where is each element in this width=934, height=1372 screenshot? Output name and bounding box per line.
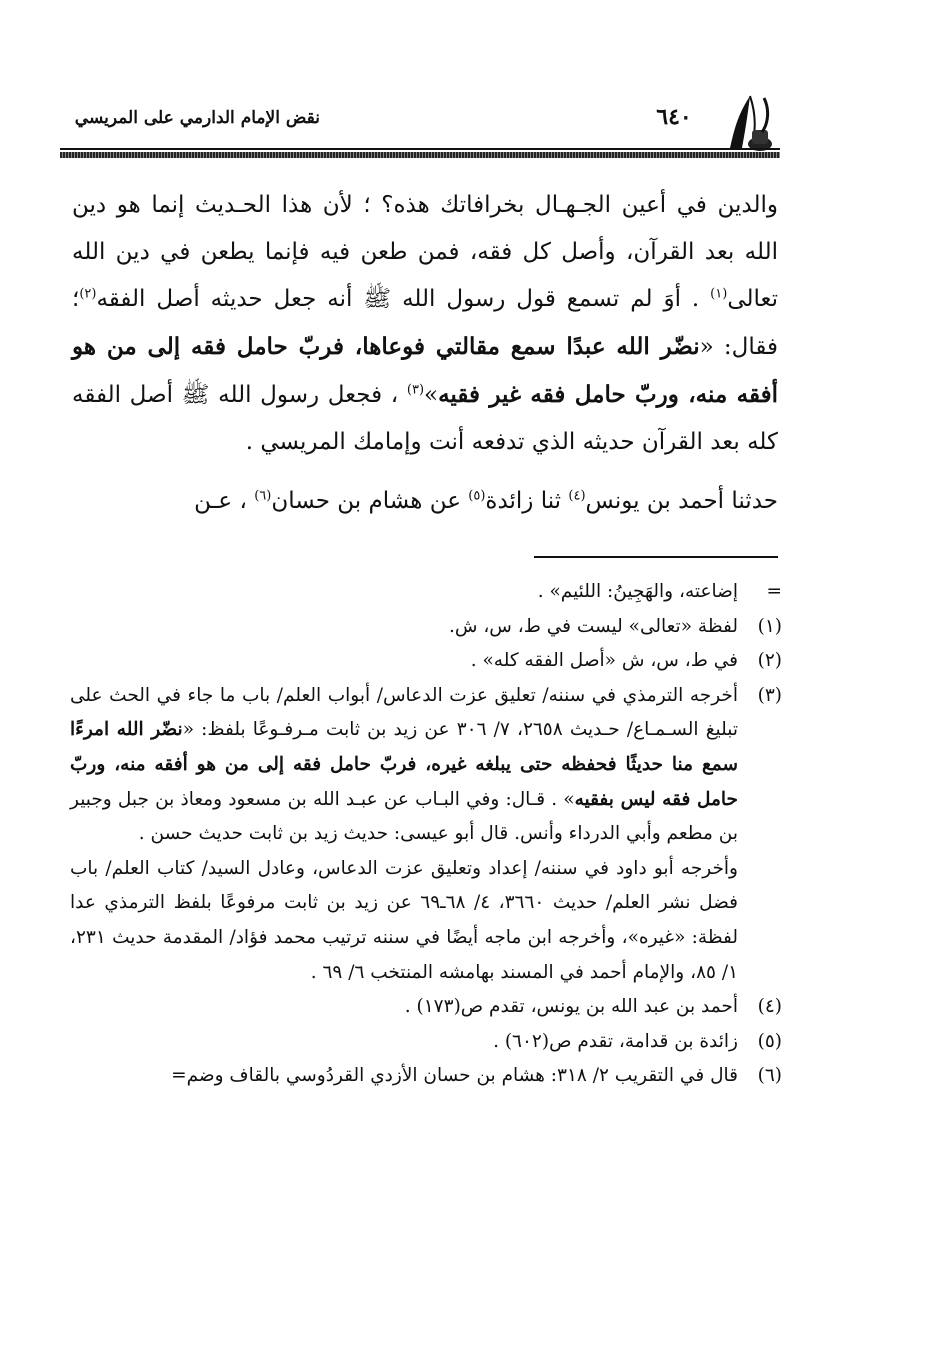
paragraph-1: والدين في أعين الجـهـال بخرافاتك هذه؟ ؛ لأن هذا الحـديث إنما هو دين الله بعد القرآن، وأصل كل فقه، فمن طعن فيه فإنما يطعن في دين الله تعالى$^{(١)}$ . أوَ لم تسمع قول رسول الله ﷺ أنه جعل حديثه أصل الفقه$^{(٢)}$؛ فقال: «نضّر الله عبدًا سمع مقالتي فوعاها، فربّ حامل فقه إلى من هو أفقه منه، وربّ حامل فقه غير فقيه»$^{(٣)}$ ، فجعل رسول الله ﷺ أصل الفقه كله بعد القرآن حديثه الذي تدفعه أنت وإمامك المريسي . bbox=[72, 192, 778, 455]
footnote-5: (٥)زائدة بن قدامة، تقدم ص(٦٠٢) . bbox=[493, 1030, 782, 1052]
page-number: ٦٤٠ bbox=[656, 104, 692, 130]
footnote-2: (٢)في ط، س، ش «أصل الفقه كله» . bbox=[470, 650, 782, 672]
footnote-ref-1[interactable]: (١) bbox=[710, 286, 728, 302]
page-header bbox=[60, 80, 780, 160]
footnote-separator bbox=[534, 556, 778, 558]
footnotes bbox=[70, 575, 782, 1094]
footnote-3-continued: وأخرجه أبو داود في سننه/ إعداد وتعليق عزت الدعاس، وعادل السيد/ كتاب العلم/ باب فضل نشر العلم/ حديث ٣٦٦٠، ٤/ ٦٨ـ٦٩ عن زيد بن ثابت مرفوعًا بلفظ الترمذي عدا لفظة: «غيره»، وأخرجه ابن ماجه أيضًا في سننه ترتيب محمد فؤاد/ المقدمة حديث ٢٣١، ١/ ٨٥، والإمام أحمد في المسند بهامشه المنتخب ٦/ ٦٩ . bbox=[70, 857, 738, 983]
footnote-4: (٤)أحمد بن عبد الله بن يونس، تقدم ص(١٧٣) . bbox=[404, 996, 782, 1018]
footnote-ref-3[interactable]: (٣) bbox=[406, 382, 425, 398]
header-rule-line bbox=[60, 148, 780, 150]
header-rule-pattern bbox=[60, 152, 780, 158]
footnote-ref-4[interactable]: (٤) bbox=[568, 488, 586, 504]
footnote-ref-6[interactable]: (٦) bbox=[254, 488, 272, 504]
footnote-3-hadith: نضّر الله امرءًا سمع منا حديثًا فحفظه حتى يبلغه غيره، فربّ حامل فقه إلى من هو أفقه منه، وربّ حامل فقه ليس بفقيه bbox=[70, 719, 738, 810]
inkwell-quill-icon bbox=[720, 90, 780, 154]
running-title: نقض الإمام الدارمي على المريسي bbox=[74, 108, 320, 128]
footnote-ref-2[interactable]: (٢) bbox=[79, 286, 97, 302]
hadith-quote: نضّر الله عبدًا سمع مقالتي فوعاها، فربّ حامل فقه إلى من هو أفقه منه، وربّ حامل فقه غير فقيه bbox=[72, 333, 778, 408]
footnote-continuation: =إضاعته، والهَجِينُ: اللئيم» . bbox=[537, 581, 782, 602]
footnote-ref-5[interactable]: (٥) bbox=[468, 488, 486, 504]
main-text bbox=[72, 182, 778, 525]
footnote-3: (٣)أخرجه الترمذي في سننه/ تعليق عزت الدعاس/ أبواب العلم/ باب ما جاء في الحث على تبليغ السـمـاع/ حـديث ٢٦٥٨، ٧/ ٣٠٦ عن زيد بن ثابت مـرفـوعًا بلفظ: «نضّر الله امرءًا سمع منا حديثًا فحفظه حتى يبلغه غيره، فربّ حامل فقه إلى من هو أفقه منه، وربّ حامل فقه ليس بفقيه» . قـال: وفي البـاب عن عبـد الله بن مسعود ومعاذ بن جبل وجبير بن مطعم وأبي الدرداء وأنس. قال أبو عيسى: حديث زيد بن ثابت حديث حسن . bbox=[70, 684, 782, 845]
paragraph-2: حدثنا أحمد بن يونس$^{(٤)}$ ثنا زائدة$^{(٥)}$ عن هشام بن حسان$^{(٦)}$ ، عـن bbox=[194, 488, 778, 514]
footnote-6: (٦)قال في التقريب ٢/ ٣١٨: هشام بن حسان الأزدي القردُوسي بالقاف وضم= bbox=[171, 1065, 782, 1087]
footnote-1: (١)لفظة «تعالى» ليست في ط، س، ش. bbox=[448, 615, 782, 637]
